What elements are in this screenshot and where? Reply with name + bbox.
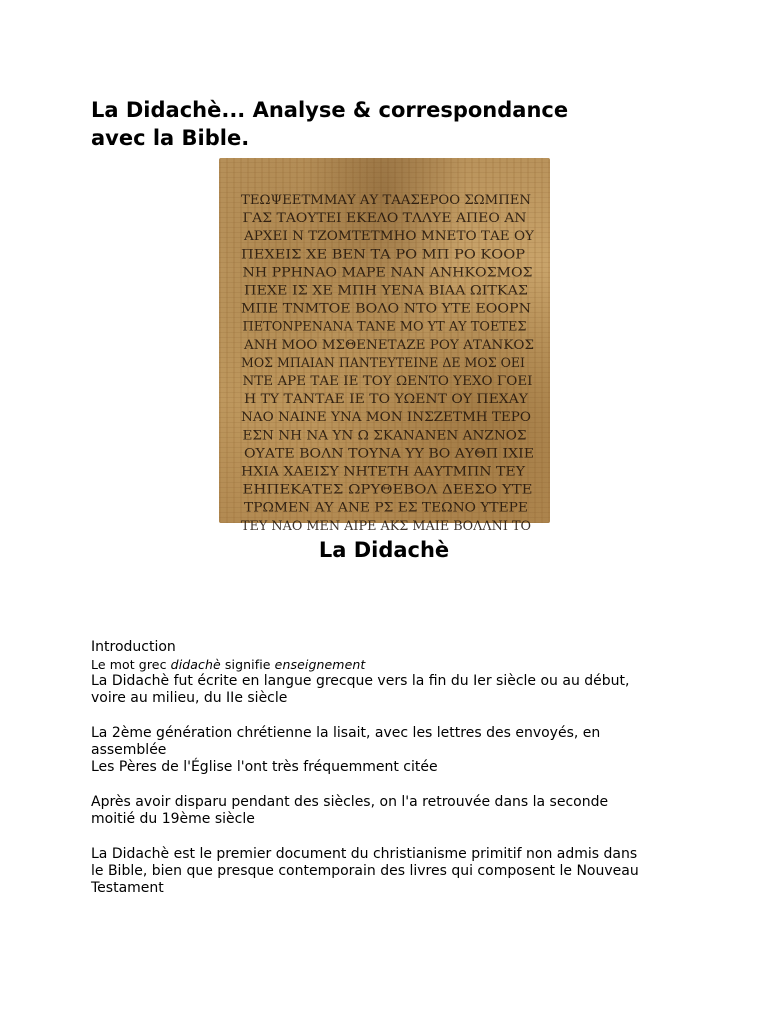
intro-term-enseignement: enseignement bbox=[274, 657, 366, 672]
intro-heading: Introduction bbox=[91, 639, 176, 655]
manuscript-line: ΤΕΩΨΕΕΤΜΜΑΥ ΑΥ ΤΑΑΣΕΡΟΟ ΣΩΜΠΕΝ bbox=[241, 193, 531, 208]
manuscript-line: ΑΡΧΕΙ Ν ΤΖΟΜΤΕΤΜΗΟ ΜΝΕΤΟ ΤΑΕ ΟΥ bbox=[242, 229, 535, 245]
paragraph-2-line-2: assemblée bbox=[91, 742, 167, 758]
manuscript-text-art bbox=[219, 158, 550, 534]
manuscript-line: ΕΣΝ ΝΗ ΝΑ ΥΝ Ω ΣΚΑΝΑΝΕΝ ΑΝΖΝΟΣ bbox=[242, 428, 527, 444]
manuscript-line: ΠΕΧΕΙΣ ΧΕ ΒΕΝ ΤΑ ΡΟ ΜΠ ΡΟ ΚΟΟΡ bbox=[241, 247, 526, 263]
paragraph-4-line-1: La Didachè est le premier document du christianisme primitif non admis dans bbox=[91, 846, 638, 862]
title-line-2: avec la Bible. bbox=[91, 126, 250, 150]
paragraph-1-line-1: La Didachè fut écrite en langue grecque vers la fin du Ier siècle ou au début, bbox=[91, 673, 630, 689]
intro-term-didache: didachè bbox=[170, 657, 221, 672]
manuscript-line: ΗΧΙΑ ΧΑΕΙΣΥ ΝΗΤΕΤΗ ΑΑΥΤΜΠΝ ΤΕΥ bbox=[241, 464, 526, 480]
manuscript-line: ΝΑΟ ΝΑΙΝΕ ΥΝΑ ΜΟΝ ΙΝΣΖΕΤΜΗ ΤΕΡΟ bbox=[241, 410, 531, 426]
manuscript-line: ΠΕΧΕ ΙΣ ΧΕ ΜΠΗ ΥΕΝΑ ΒΙΑΑ ΩΙΤΚΑΣ bbox=[244, 283, 528, 299]
spacer bbox=[91, 707, 691, 725]
manuscript-line: ΤΡΩΜΕΝ ΑΥ ΑΝΕ ΡΣ ΕΣ ΤΕΩΝΟ ΥΤΕΡΕ bbox=[244, 500, 528, 516]
page-title bbox=[91, 96, 691, 152]
intro-definition bbox=[91, 656, 691, 673]
manuscript-line: ΝΤΕ ΑΡΕ ΤΑΕ ΙΕ ΤΟΥ ΩΕΝΤΟ ΥΕΧΟ ΓΟΕΙ bbox=[242, 374, 533, 389]
manuscript-line: ΕΗΠΕΚΑΤΕΣ ΩΡΥΘΕΒΟΛ ΔΕΕΣΟ ΥΤΕ bbox=[242, 482, 533, 498]
title-line-1: La Didachè... Analyse & correspondance bbox=[91, 98, 569, 122]
paragraph-2-line-3: Les Pères de l'Église l'ont très fréquemment citée bbox=[91, 759, 438, 775]
spacer bbox=[91, 776, 691, 794]
papyrus-manuscript-image bbox=[219, 158, 550, 534]
intro-text-2: signifie bbox=[220, 657, 275, 672]
manuscript-line: ΝΗ ΡΡΗΝΑΟ ΜΑΡΕ ΝΑΝ ΑΝΗΚΟΣΜΟΣ bbox=[242, 265, 533, 281]
paragraph-2-line-1: La 2ème génération chrétienne la lisait, avec les lettres des envoyés, en bbox=[91, 725, 601, 741]
paragraph-3-line-2: moitié du 19ème siècle bbox=[91, 811, 255, 827]
paragraph-1-line-2: voire au milieu, du IIe siècle bbox=[91, 690, 288, 706]
image-caption: La Didachè bbox=[318, 538, 450, 562]
manuscript-line: ΠΕΤΟΝΡΕΝΑΝΑ ΤΑΝΕ ΜΟ ΥΤ ΑΥ ΤΟΕΤΕΣ bbox=[242, 319, 527, 335]
manuscript-line: ΤΕΥ ΝΑΟ ΜΕΝ ΑΙΡΕ ΑΚΣ ΜΑΙΕ ΒΟΛΛΝΙ ΤΟ bbox=[241, 518, 531, 534]
manuscript-line: ΑΝΗ ΜΟΟ ΜΣΘΕΝΕΤΑΖΕ ΡΟΥ ΑΤΑΝΚΟΣ bbox=[242, 337, 534, 353]
paragraph-4-line-2: le Bible, bien que presque contemporain des livres qui composent le Nouveau bbox=[91, 863, 639, 879]
manuscript-line: ΜΟΣ ΜΠΑΙΑΝ ΠΑΝΤΕΥΤΕΙΝΕ ΔΕ ΜΟΣ ΟΕΙ bbox=[241, 355, 525, 371]
manuscript-line: ΓΑΣ ΤΑΟΥΤΕΙ ΕΚΕΛΟ ΤΛΛΥΕ ΑΠΕΟ ΑΝ bbox=[242, 211, 527, 227]
body-text bbox=[91, 639, 691, 897]
manuscript-line: ΟΥΑΤΕ ΒΟΛΝ ΤΟΥΝΑ ΥΥ ΒΟ ΑΥΘΠ ΙΧΙΕ bbox=[244, 446, 534, 462]
manuscript-line: Η ΤΥ ΤΑΝΤΑΕ ΙΕ ΤΟ ΥΩΕΝΤ ΟΥ ΠΕΧΑΥ bbox=[244, 392, 529, 408]
paragraph-3-line-1: Après avoir disparu pendant des siècles, on l'a retrouvée dans la seconde bbox=[91, 794, 609, 810]
spacer bbox=[91, 828, 691, 846]
paragraph-4-line-3: Testament bbox=[91, 880, 164, 896]
intro-text-1: Le mot grec bbox=[91, 657, 171, 672]
manuscript-line: ΜΠΕ ΤΝΜΤΟΕ ΒΟΛΟ ΝΤΟ ΥΤΕ ΕΟΟΡΝ bbox=[241, 301, 531, 317]
